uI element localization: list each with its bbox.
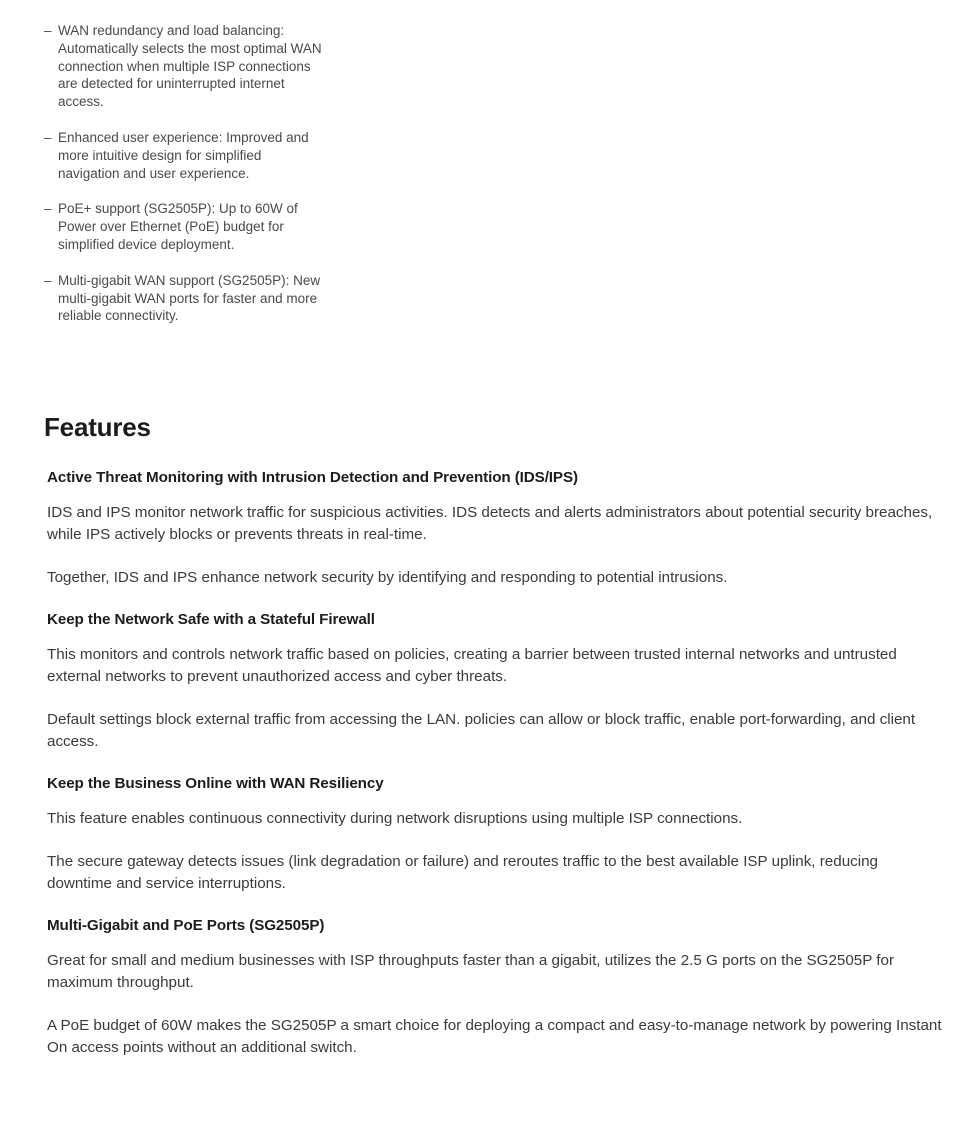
feature-paragraph: Together, IDS and IPS enhance network security by identifying and responding to potential intrusions. (47, 569, 728, 586)
feature-paragraph: IDS and IPS monitor network traffic for suspicious activities. IDS detects and alerts administrators about potential security breaches, while IPS actively blocks or prevents threats in real-time. (47, 504, 933, 543)
feature-block-multigigabit-poe (44, 916, 944, 1059)
list-item (44, 200, 324, 253)
feature-paragraph: The secure gateway detects issues (link degradation or failure) and reroutes traffic to the best available ISP uplink, reducing downtime and service interruptions. (47, 853, 878, 892)
feature-block-wan-resiliency (44, 774, 944, 895)
feature-title: Multi-Gigabit and PoE Ports (SG2505P) (47, 917, 325, 934)
list-item (44, 129, 324, 182)
feature-block-stateful-firewall (44, 610, 944, 753)
feature-title: Keep the Network Safe with a Stateful Firewall (47, 611, 375, 628)
dash-bullet-icon: – (44, 23, 52, 38)
feature-block-ids-ips (44, 468, 944, 589)
feature-paragraph: Default settings block external traffic from accessing the LAN. policies can allow or block traffic, enable port-forwarding, and client access. (47, 711, 916, 750)
list-item-text: WAN redundancy and load balancing: Automatically selects the most optimal WAN connection when multiple ISP connections are detected for uninterrupted internet access. (58, 23, 322, 110)
feature-title: Keep the Business Online with WAN Resiliency (47, 775, 384, 792)
feature-paragraph: This feature enables continuous connectivity during network disruptions using multiple ISP connections. (47, 810, 743, 827)
list-item (44, 272, 324, 325)
list-item-text: PoE+ support (SG2505P): Up to 60W of Power over Ethernet (PoE) budget for simplified device deployment. (58, 201, 298, 252)
section-title-features: Features (44, 412, 151, 442)
dash-bullet-icon: – (44, 201, 52, 217)
dash-bullet-icon: – (44, 129, 52, 145)
feature-paragraph: Great for small and medium businesses with ISP throughputs faster than a gigabit, utilizes the 2.5 G ports on the SG2505P for maximum throughput. (47, 952, 895, 991)
feature-paragraph: A PoE budget of 60W makes the SG2505P a smart choice for deploying a compact and easy-to-manage network by powering Instant On access points without an additional switch. (47, 1017, 942, 1056)
feature-paragraph: This monitors and controls network traffic based on policies, creating a barrier between trusted internal networks and untrusted external networks to prevent unauthorized access and cyber threats. (47, 646, 897, 685)
features-section (44, 412, 944, 1080)
feature-title: Active Threat Monitoring with Intrusion Detection and Prevention (IDS/IPS) (47, 469, 578, 486)
list-item (44, 22, 324, 111)
list-item-text: Multi-gigabit WAN support (SG2505P): New multi-gigabit WAN ports for faster and more reliable connectivity. (58, 272, 321, 324)
dash-bullet-icon: – (44, 272, 52, 288)
list-item-text: Enhanced user experience: Improved and more intuitive design for simplified navigation and user experience. (58, 129, 309, 181)
feature-highlights-list (44, 22, 324, 325)
